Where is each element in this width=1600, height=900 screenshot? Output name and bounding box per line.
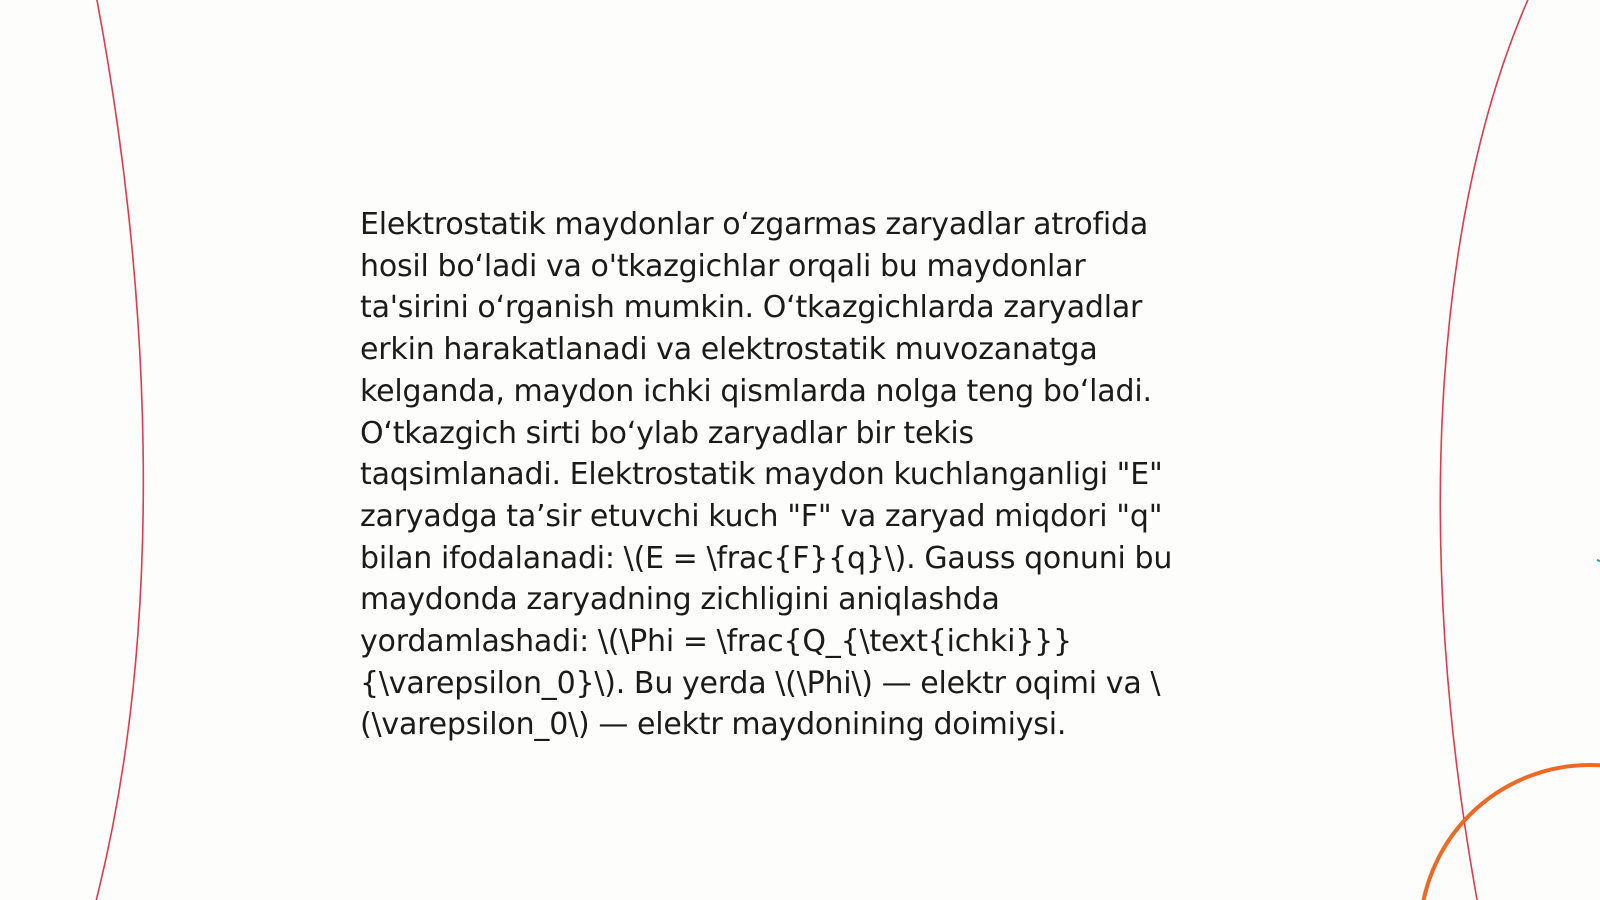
body-line: kelganda, maydon ichki qismlarda nolga teng bo‘ladi.	[360, 373, 1152, 409]
body-line: O‘tkazgich sirti bo‘ylab zaryadlar bir tekis	[360, 415, 974, 451]
body-line: ta'sirini o‘rganish mumkin. O‘tkazgichlarda zaryadlar	[360, 290, 1143, 326]
body-line: maydonda zaryadning zichligini aniqlashda	[360, 582, 1000, 618]
body-line: yordamlashadi: \(\Phi = \frac{Q_{\text{ichki}}}	[360, 624, 1072, 660]
body-line: hosil bo‘ladi va o'tkazgichlar orqali bu maydonlar	[360, 248, 1086, 284]
body-line: {\varepsilon_0}\). Bu yerda \(\Phi\) — elektr oqimi va \	[360, 665, 1161, 701]
slide-body-text	[360, 204, 1260, 746]
body-line: zaryadga ta’sir etuvchi kuch "F" va zaryad miqdori "q"	[360, 498, 1163, 534]
body-line: erkin harakatlanadi va elektrostatik muvozanatga	[360, 332, 1098, 368]
body-line: taqsimlanadi. Elektrostatik maydon kuchlanganligi "E"	[360, 457, 1163, 493]
body-line: (\varepsilon_0\) — elektr maydonining doimiysi.	[360, 707, 1067, 743]
left-curve-line	[95, 0, 143, 900]
body-line: Elektrostatik maydonlar o‘zgarmas zaryadlar atrofida	[360, 207, 1149, 242]
orange-arc	[1420, 765, 1600, 900]
body-line: bilan ifodalanadi: \(E = \frac{F}{q}\). Gauss qonuni bu	[360, 540, 1173, 576]
right-curve-line	[1440, 0, 1530, 900]
